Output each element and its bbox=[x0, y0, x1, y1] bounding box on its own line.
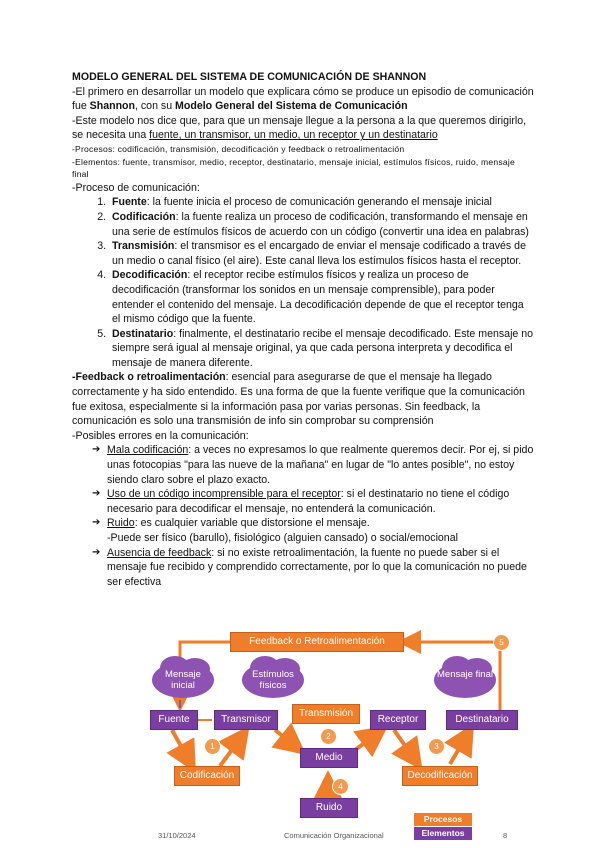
shannon-diagram bbox=[150, 628, 520, 823]
list-item bbox=[109, 327, 534, 371]
destinatario-box: Destinatario bbox=[446, 710, 518, 730]
feedback-paragraph bbox=[72, 370, 534, 428]
intro-model-name: Modelo General del Sistema de Comunicación bbox=[175, 100, 408, 113]
cloud-label: Mensaje final bbox=[437, 669, 493, 680]
footer-date: 31/10/2024 bbox=[158, 831, 196, 840]
step-number-5: 5 bbox=[493, 634, 510, 651]
error-term: Ausencia de feedback bbox=[107, 546, 212, 559]
step-text: : la fuente realiza un proceso de codificación, transformando el mensaje en una serie de estímulos físicos de acuerdo con un código (convertir una idea en palabras) bbox=[112, 210, 529, 238]
receptor-box: Receptor bbox=[370, 710, 426, 730]
error-term: Mala codificación bbox=[107, 444, 189, 457]
step-number-4: 4 bbox=[332, 778, 349, 795]
transmisor-box: Transmisor bbox=[214, 710, 278, 730]
codificacion-box: Codificación bbox=[174, 766, 240, 786]
cloud-mensaje-final bbox=[434, 656, 496, 702]
arrow-icon: ➔ bbox=[92, 488, 101, 500]
step-term: Destinatario bbox=[112, 327, 174, 340]
footer-page-number: 8 bbox=[503, 831, 508, 840]
procesos-line: -Procesos: codificación, transmisión, decodificación y feedback o retroalimentación bbox=[72, 143, 405, 154]
legend-elementos: Elementos bbox=[414, 827, 472, 840]
intro-text: , con su bbox=[135, 100, 176, 113]
intro-shannon: Shannon bbox=[89, 100, 135, 113]
list-item bbox=[109, 268, 534, 326]
step-term: Transmisión bbox=[112, 240, 175, 253]
intro-text: -Este modelo nos dice que, para que un mensaje llegue a la persona a la que queremos dirigirlo, se necesita una bbox=[72, 114, 527, 142]
error-subtext: -Puede ser físico (barullo), fisiológico (alguien cansado) o social/emocional bbox=[107, 532, 458, 544]
ruido-box: Ruido bbox=[300, 798, 358, 818]
arrow-icon: ➔ bbox=[92, 444, 101, 456]
list-item bbox=[109, 210, 534, 239]
list-item bbox=[109, 195, 534, 210]
transmision-box: Transmisión bbox=[292, 704, 360, 724]
cloud-label: Estímulos físicos bbox=[252, 669, 294, 691]
intro-text: -El primero en desarrollar un modelo que explicara cómo se produce un episodio de comunicación fue bbox=[72, 85, 534, 113]
errors-intro: -Posibles errores en la comunicación: bbox=[72, 429, 249, 442]
list-item bbox=[94, 546, 534, 590]
error-text: : a veces no expresamos lo que realmente queremos decir. Por ej, si pido unas fotocopias "para las nueve de la mañana" en lugar de "lo antes posible", no estoy siendo claro sobre el plazo exacto. bbox=[107, 444, 534, 486]
step-number-3: 3 bbox=[428, 738, 445, 755]
list-item bbox=[94, 443, 534, 487]
arrow-icon: ➔ bbox=[92, 546, 101, 558]
error-text: : si el destinatario no tiene el código necesario para decodificar el mensaje, no entenderá la comunicación. bbox=[107, 488, 510, 515]
step-term: Decodificación bbox=[112, 269, 188, 282]
errors-list bbox=[72, 443, 534, 589]
list-item bbox=[94, 487, 534, 516]
intro-elements-underlined: fuente, un transmisor, un medio, un receptor y un destinatario bbox=[149, 129, 438, 142]
list-item bbox=[109, 239, 534, 268]
step-text: : la fuente inicia el proceso de comunicación generando el mensaje inicial bbox=[146, 196, 492, 209]
document-body bbox=[72, 70, 534, 589]
step-term: Codificación bbox=[112, 210, 176, 223]
error-text: : si no existe retroalimentación, la fuente no puede saber si el mensaje fue recibido y comprendido correctamente, por lo que la comunicación no puede ser efectiva bbox=[107, 546, 527, 588]
step-text: : el transmisor es el encargado de enviar el mensaje codificado a través de un medio o canal físico (el aire). Este canal lleva los estímulos físicos hasta el receptor. bbox=[112, 240, 526, 267]
feedback-term: -Feedback o retroalimentación bbox=[72, 371, 226, 384]
intro-paragraph-2 bbox=[72, 114, 534, 143]
list-item bbox=[94, 516, 534, 545]
step-term: Fuente bbox=[112, 196, 147, 209]
elementos-line: -Elementos: fuente, transmisor, medio, receptor, destinatario, mensaje inicial, estímulos físicos, ruido, mensaje final bbox=[72, 156, 515, 180]
legend-procesos: Procesos bbox=[414, 813, 472, 826]
document-title: MODELO GENERAL DEL SISTEMA DE COMUNICACIÓN DE SHANNON bbox=[72, 71, 427, 83]
steps-list bbox=[72, 195, 534, 370]
footer-course: Comunicación Organizacional bbox=[284, 831, 384, 840]
step-text: : el receptor recibe estímulos físicos y realiza un proceso de decodificación (transformar los sonidos en un mensaje comprensible), para poder entender el contenido del mensaje. La decodificación depende de que el receptor tenga el mismo código que la fuente. bbox=[112, 269, 524, 326]
feedback-box: Feedback o Retroalimentación bbox=[230, 632, 404, 652]
intro-paragraph-1 bbox=[72, 85, 534, 114]
cloud-mensaje-inicial bbox=[152, 656, 214, 702]
step-number-1: 1 bbox=[204, 738, 221, 755]
feedback-text: : esencial para asegurarse de que el mensaje ha llegado correctamente y ha sido entendido. Es una forma de que la fuente verifique que la comunicación fue exitosa, especialmente si la información pasa por varias personas. Sin feedback, la comunicación es solo una transmisión de info sin comprobar su comprensión bbox=[72, 371, 525, 428]
error-term: Uso de un código incomprensible para el receptor bbox=[107, 488, 341, 501]
cloud-estimulos bbox=[242, 656, 304, 702]
error-term: Ruido bbox=[107, 517, 135, 530]
step-number-2: 2 bbox=[320, 728, 337, 745]
fuente-box: Fuente bbox=[150, 710, 198, 730]
decodificacion-box: Decodificación bbox=[402, 766, 478, 786]
cloud-label: Mensaje inicial bbox=[165, 669, 201, 691]
arrow-icon: ➔ bbox=[92, 517, 101, 529]
proceso-intro: -Proceso de comunicación: bbox=[72, 181, 200, 194]
error-text: : es cualquier variable que distorsione el mensaje. bbox=[134, 517, 370, 530]
medio-box: Medio bbox=[300, 748, 358, 768]
step-text: : finalmente, el destinatario recibe el mensaje decodificado. Este mensaje no siempre será igual al mensaje original, ya que cada persona interpreta y decodifica el mensaje de manera diferente. bbox=[112, 327, 534, 369]
